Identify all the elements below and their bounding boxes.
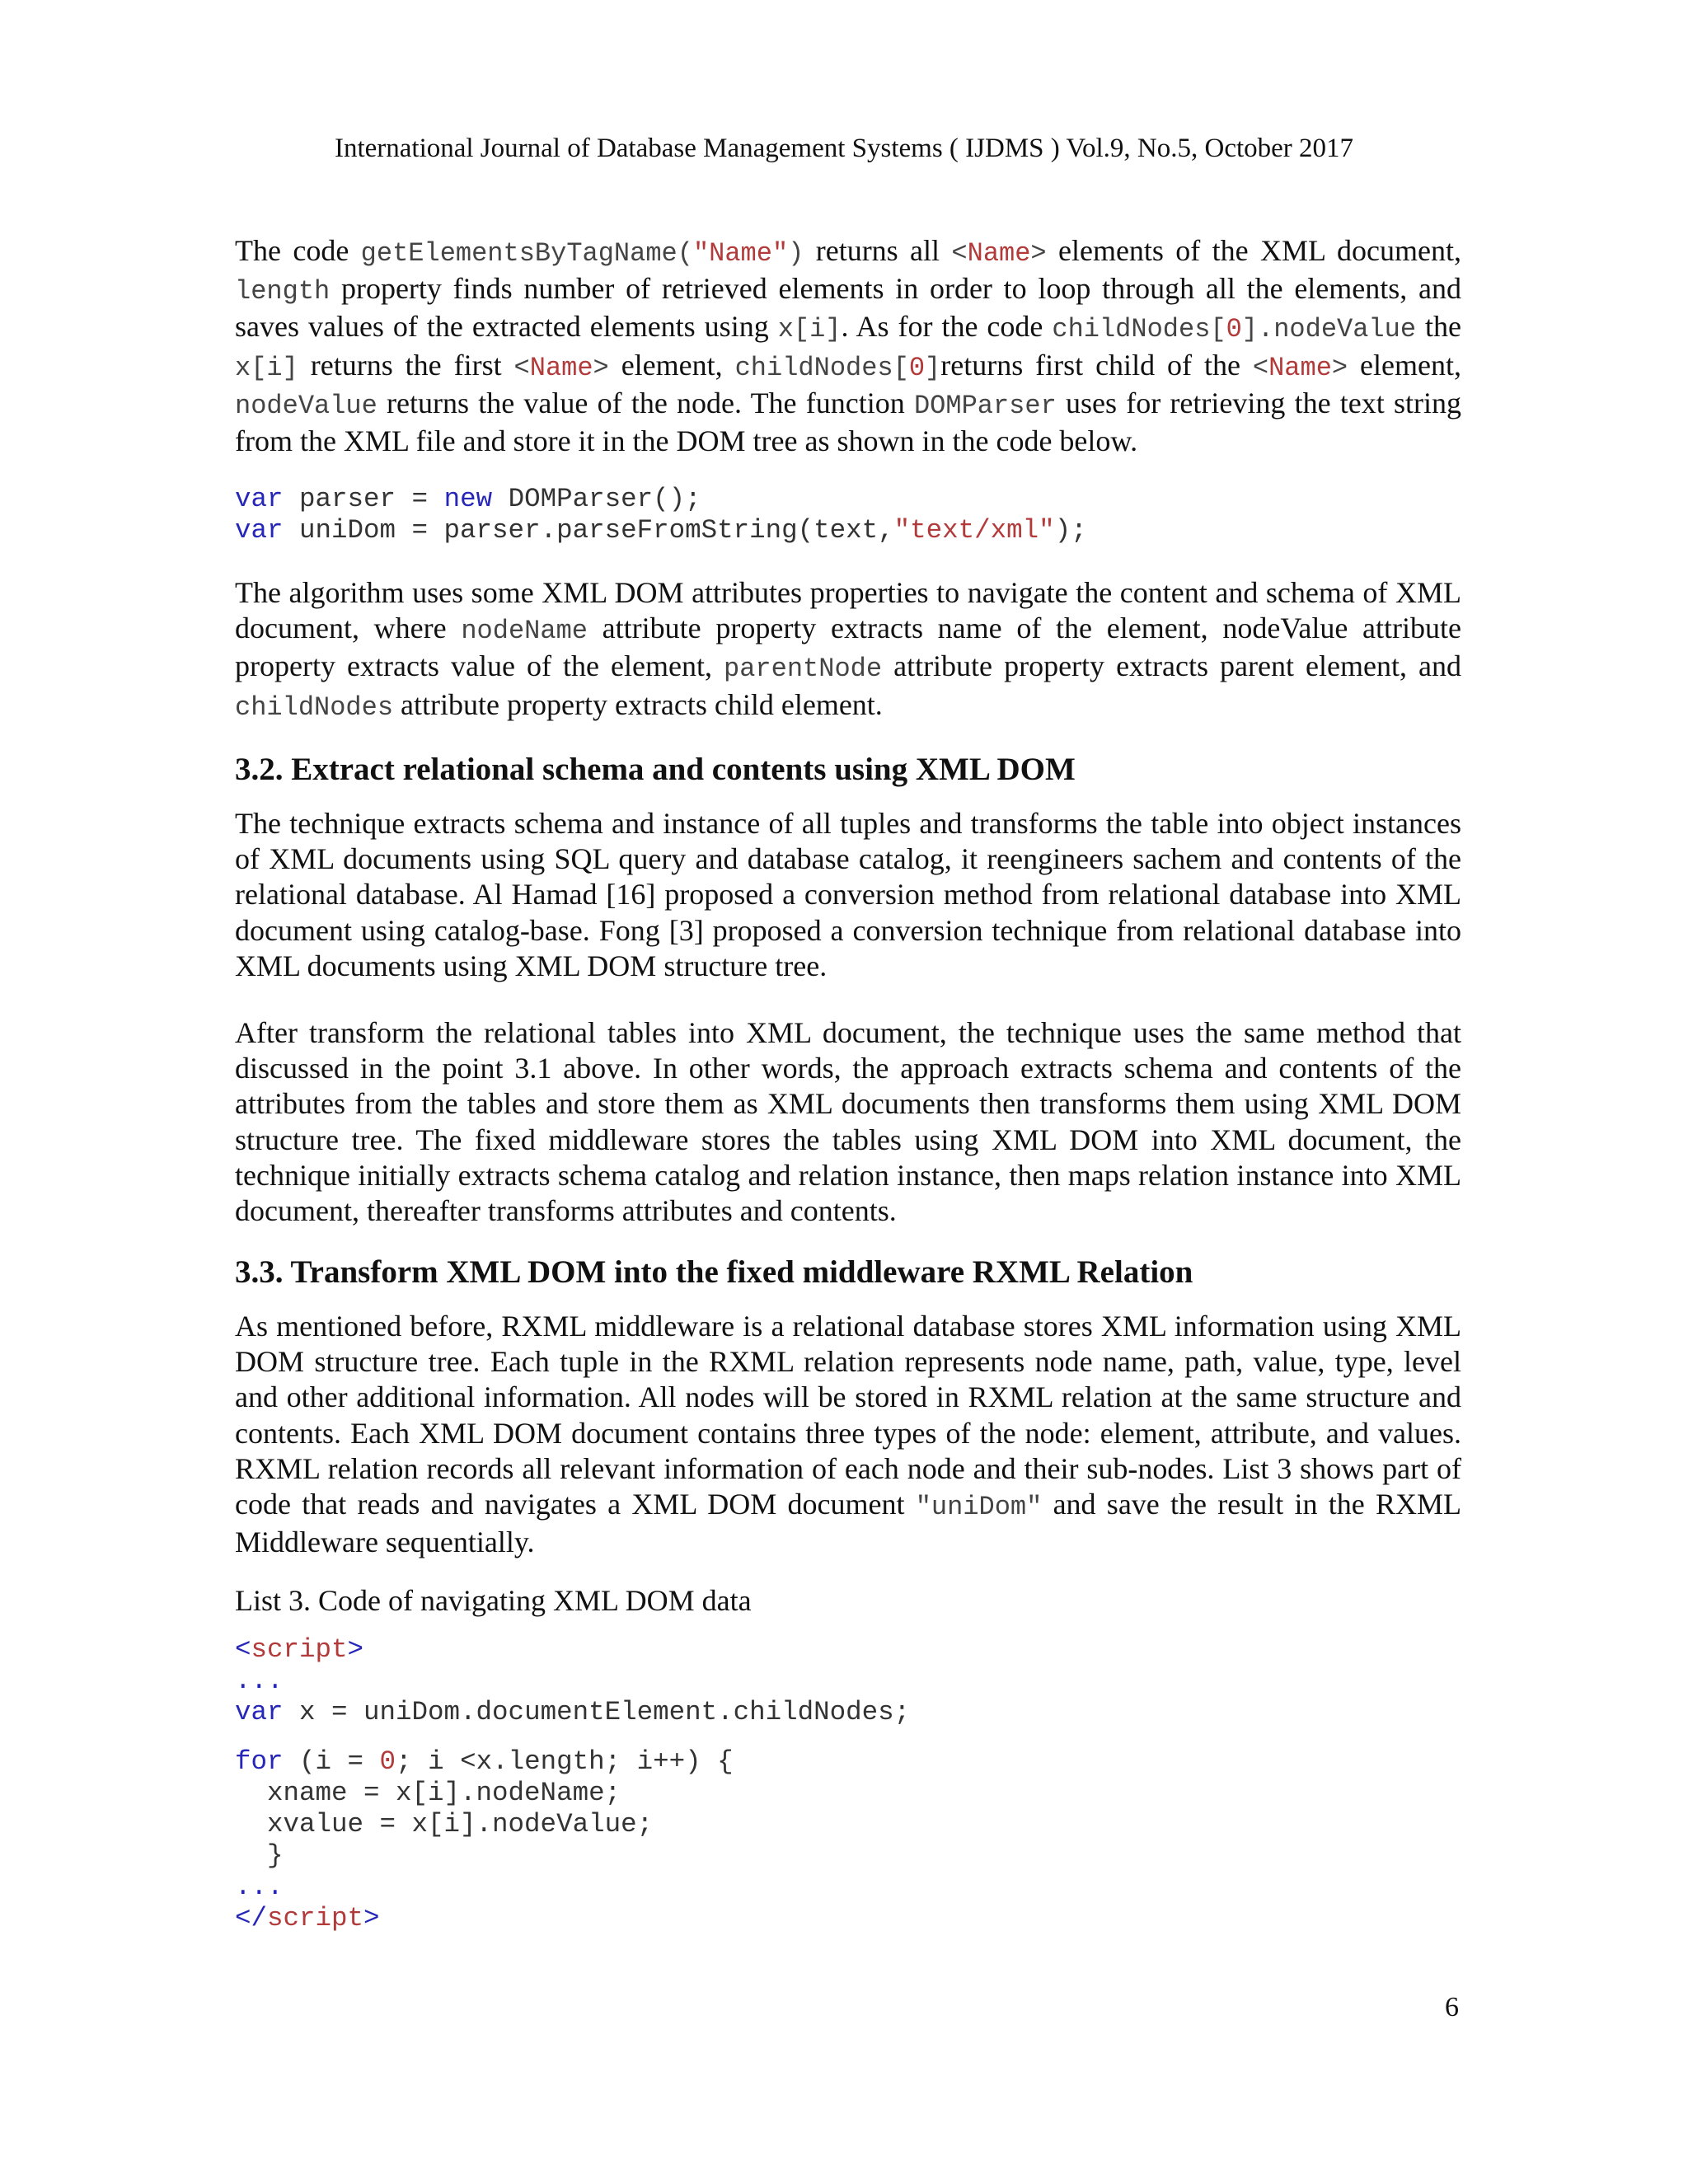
code-block-list3: <script> ... var x = uniDom.documentElement.childNodes; for (i = 0; i <x.length; i++) { xname = x[i].nodeName; xvalue = x[i].nodeValue; } ... </script>	[235, 1634, 911, 1933]
paragraph-transform-tables: After transform the relational tables into XML document, the technique uses the same method that discussed in the point 3.1 above. In other words, the approach extracts schema and contents of the attributes from the tables and store them as XML documents then transforms them using XML DOM structure tree. The fixed middleware stores the tables using XML DOM into XML document, the technique initially extracts schema catalog and relation instance, then maps relation instance into XML document, thereafter transforms attributes and contents.	[235, 1016, 1461, 1228]
inline-code: length	[235, 276, 331, 307]
code-block-parser: var parser = new DOMParser(); var uniDom = parser.parseFromString(text,"text/xml");	[235, 484, 1087, 546]
paragraph-extract-schema: The technique extracts schema and instance of all tuples and transforms the table into object instances of XML documents using SQL query and database catalog, it reengineers sachem and contents of the relational database. Al Hamad [16] proposed a conversion method from relational database into XML document using catalog-base. Fong [3] proposed a conversion technique from relational database into XML documents using XML DOM structure tree.	[235, 807, 1461, 982]
list-caption: List 3. Code of navigating XML DOM data	[235, 1584, 752, 1617]
paragraph-dom-attributes: The algorithm uses some XML DOM attributes properties to navigate the content and schema of XML document, where nodeName attribute property extracts name of the element, nodeValue attribute property extracts value of the element, parentNode attribute property extracts parent element, and childNodes attribute property extracts child element.	[235, 576, 1462, 723]
inline-code: x[i]	[777, 314, 842, 345]
inline-code: childNodes[0].nodeValue	[1052, 314, 1417, 345]
inline-code: childNodes	[235, 691, 394, 723]
inline-tag: <Name>	[951, 238, 1047, 269]
inline-code: childNodes[0]	[734, 352, 941, 383]
inline-tag: <Name>	[1252, 352, 1348, 383]
section-heading-3-3: 3.3. Transform XML DOM into the fixed middleware RXML Relation	[235, 1254, 1193, 1290]
inline-code: getElementsByTagName("Name")	[360, 238, 804, 269]
inline-code: "uniDom"	[915, 1492, 1043, 1523]
inline-tag: <Name>	[513, 352, 609, 383]
inline-code: nodeValue	[235, 390, 377, 421]
inline-code: DOMParser	[913, 390, 1057, 421]
inline-code: parentNode	[724, 654, 883, 685]
running-header: International Journal of Database Management Systems ( IJDMS ) Vol.9, No.5, October 2017	[334, 134, 1354, 163]
paragraph-rxml-middleware: As mentioned before, RXML middleware is a relational database stores XML information using XML DOM structure tree. Each tuple in the RXML relation represents node name, path, value, type, level and other additional information. All nodes will be stored in RXML relation at the same structure and contents. Each XML DOM document contains three types of the node: element, attribute, and values. RXML relation records all relevant information of each node and their sub-nodes. List 3 shows part of code that reads and navigates a XML DOM document "uniDom" and save the result in the RXML Middleware sequentially.	[235, 1310, 1461, 1559]
inline-code: nodeName	[461, 616, 588, 647]
paragraph-dom-methods: The code getElementsByTagName("Name") returns all <Name> elements of the XML document, length property finds number of retrieved elements in order to loop through all the elements, and saves values of the extracted elements using x[i]. As for the code childNodes[0].nodeValue the x[i] returns the first <Name> element, childNodes[0]returns first child of the <Name> element, nodeValue returns the value of the node. The function DOMParser uses for retrieving the text string from the XML file and store it in the DOM tree as shown in the code below.	[235, 234, 1461, 458]
page-number: 6	[1445, 1992, 1459, 2022]
inline-code: x[i]	[235, 352, 298, 383]
section-heading-3-2: 3.2. Extract relational schema and contents using XML DOM	[235, 752, 1076, 787]
